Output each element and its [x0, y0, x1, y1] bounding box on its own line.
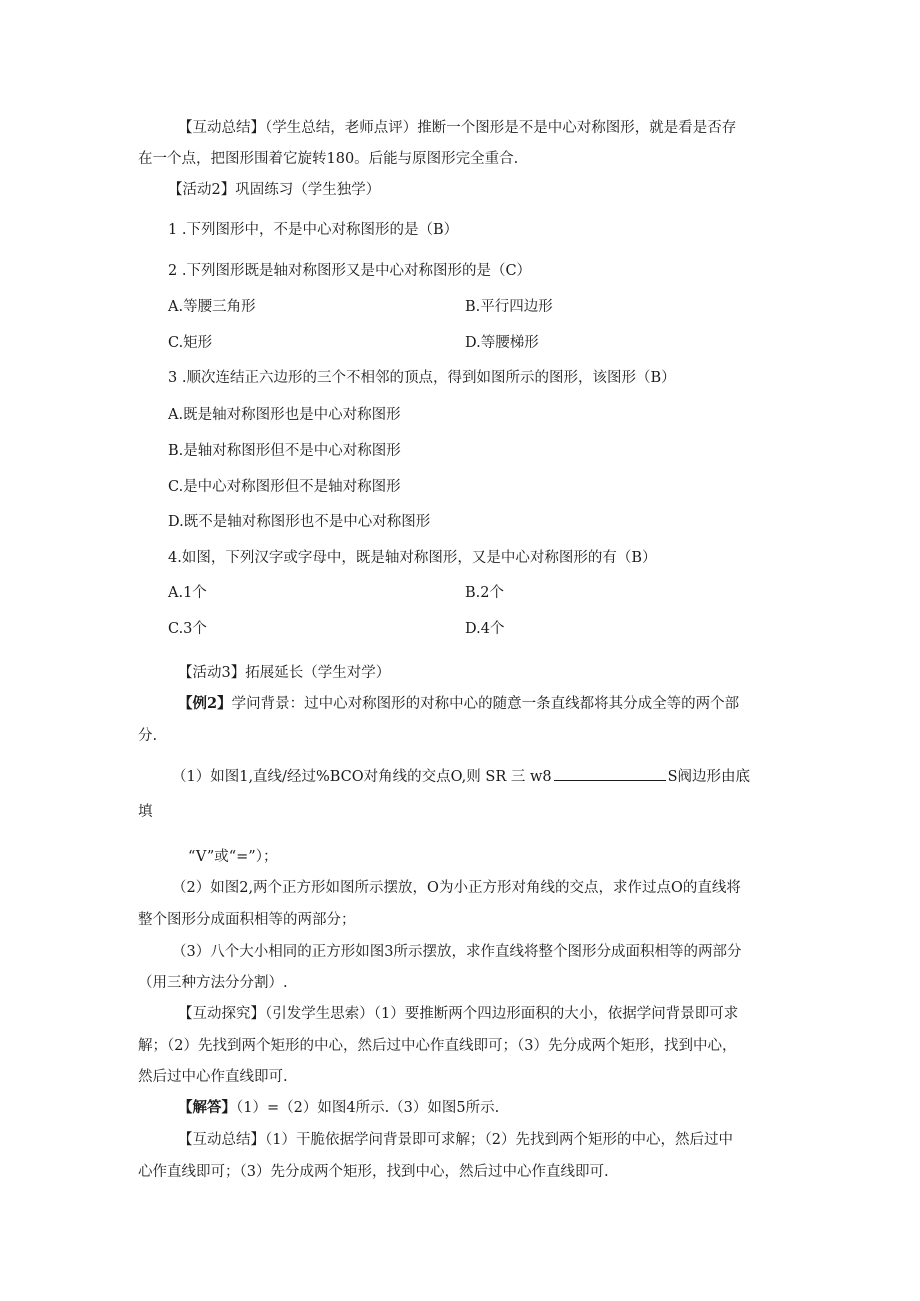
answer-text: （1）=（2）如图4所示.（3）如图5所示.	[236, 1100, 500, 1116]
summary-line-1: 【互动总结】（学生总结，老师点评）推断一个图形是不是中心对称图形，就是看是否存	[178, 120, 737, 136]
part-3-line-2: （用三种方法分分割）.	[138, 975, 288, 991]
q4-option-b: B.2个	[465, 585, 504, 601]
part-2-line-2: 整个图形分成面积相等的两部分；	[138, 912, 356, 928]
q2-option-b: B.平行四边形	[465, 299, 553, 315]
explore-line-1: 【互动探究】（引发学生思索）（1）要推断两个四边形面积的大小，依据学问背景即可求	[178, 1006, 739, 1022]
q2-option-c: C.矩形	[168, 335, 213, 351]
q4-option-c: C.3个	[168, 621, 207, 637]
part-2-line-1: （2）如图2,两个正方形如图所示摆放，O为小正方形对角线的交点，求作过点O的直线将	[172, 880, 741, 896]
activity2-heading: 【活动2】巩固练习（学生独学）	[168, 182, 381, 198]
answer-blank	[554, 766, 666, 781]
final-summary-line-1: 【互动总结】（1）干脆依据学问背景即可求解；（2）先找到两个矩形的中心，然后过中	[178, 1132, 733, 1148]
q4-option-a: A.1个	[168, 585, 207, 601]
example-label: 【例2】	[178, 695, 232, 712]
part-3-line-1: （3）八个大小相同的正方形如图3所示摆放，求作直线将整个图形分成面积相等的两部分	[172, 944, 742, 960]
q2-option-d: D.等腰梯形	[465, 335, 539, 351]
explore-line-3: 然后过中心作直线即可.	[138, 1069, 288, 1085]
part-1-fill: 填	[138, 804, 153, 820]
answer-label: 【解答】	[178, 1099, 236, 1116]
answer-line	[178, 1098, 499, 1118]
part-1-text-a: （1）如图1,直线/经过%BCO对角线的交点O,则 SR 三 w8	[172, 769, 552, 785]
activity3-heading: 【活动3】拓展延长（学生对学）	[178, 665, 391, 681]
question-4: 4.如图，下列汉字或字母中，既是轴对称图形，又是中心对称图形的有（B）	[168, 550, 657, 566]
summary-line-2: 在一个点，把图形围着它旋转180。后能与原图形完全重合.	[138, 151, 519, 167]
example-line-1	[178, 694, 739, 714]
q3-option-c: C.是中心对称图形但不是轴对称图形	[168, 479, 401, 495]
q3-option-a: A.既是轴对称图形也是中心对称图形	[168, 407, 401, 423]
explore-line-2: 解；（2）先找到两个矩形的中心，然后过中心作直线即可；（3）先分成两个矩形，找到中心，	[138, 1038, 737, 1054]
q3-option-d: D.既不是轴对称图形也不是中心对称图形	[168, 514, 431, 530]
q4-option-d: D.4个	[465, 621, 505, 637]
part-1-line	[172, 766, 750, 787]
q2-option-a: A.等腰三角形	[168, 299, 256, 315]
example-text: 学问背景：过中心对称图形的对称中心的随意一条直线都将其分成全等的两个部	[231, 696, 740, 712]
q3-option-b: B.是轴对称图形但不是中心对称图形	[168, 443, 401, 459]
example-line-2: 分.	[138, 728, 158, 744]
question-1: 1 .下列图形中，不是中心对称图形的是（B）	[168, 222, 459, 238]
question-3: 3 .顺次连结正六边形的三个不相邻的顶点，得到如图所示的图形，该图形（B）	[168, 370, 676, 386]
part-1-options: “V”或“=”）；	[188, 849, 278, 865]
part-1-text-b: S阀边形由底	[667, 769, 751, 785]
question-2: 2 .下列图形既是轴对称图形又是中心对称图形的是（C）	[168, 263, 532, 279]
final-summary-line-2: 心作直线即可；（3）先分成两个矩形，找到中心，然后过中心作直线即可.	[138, 1164, 609, 1180]
